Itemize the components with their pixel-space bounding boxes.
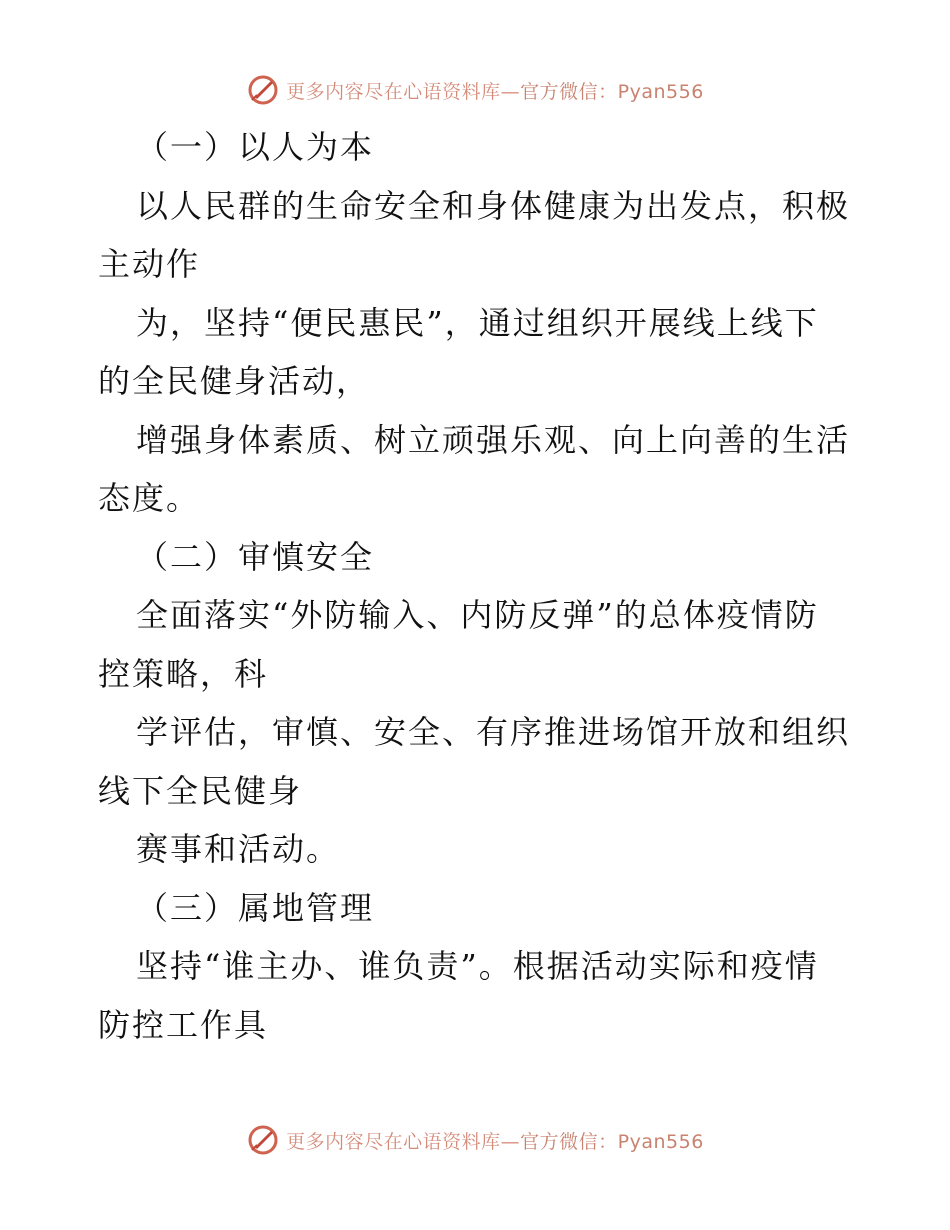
section-heading-1: （一）以人为本 [136, 128, 375, 166]
watermark-wechat-text: 官方微信：Pyan556 [520, 80, 704, 103]
paragraph-line: 以人民群的生命安全和身体健康为出发点，积极 [136, 186, 851, 225]
paragraph-line: 控策略，科 [98, 654, 269, 693]
watermark-site-text: 更多内容尽在心语资料库 [286, 1130, 501, 1153]
watermark-dash: — [500, 1130, 521, 1153]
footer-watermark [0, 1120, 950, 1160]
paragraph-line: 态度。 [98, 479, 201, 517]
watermark-dash: — [500, 80, 521, 103]
document-body [98, 118, 858, 1054]
paragraph-line: 为，坚持“便民惠民”，通过组织开展线上线下 [136, 303, 819, 342]
quill-seal-icon [246, 1123, 280, 1157]
paragraph-line: 坚持“谁主办、谁负责”。根据活动实际和疫情 [136, 947, 819, 985]
watermark-text [286, 1127, 704, 1154]
paragraph-line: 学评估，审慎、安全、有序推进场馆开放和组织 [136, 713, 851, 751]
paragraph-line: 全面落实“外防输入、内防反弹”的总体疫情防 [136, 596, 819, 634]
header-watermark [0, 70, 950, 110]
paragraph-line: 线下全民健身 [98, 771, 303, 810]
paragraph-line: 增强身体素质、树立顽强乐观、向上向善的生活 [136, 420, 851, 459]
paragraph-line: 主动作 [98, 245, 201, 283]
quill-seal-icon [246, 73, 280, 107]
watermark-site-text: 更多内容尽在心语资料库 [286, 80, 501, 103]
paragraph-line: 的全民健身活动， [98, 362, 371, 400]
watermark-text [286, 77, 704, 104]
paragraph-line: 防控工作具 [98, 1005, 269, 1044]
section-heading-3: （三）属地管理 [136, 888, 375, 927]
section-heading-2: （二）审慎安全 [136, 537, 375, 576]
watermark-wechat-text: 官方微信：Pyan556 [520, 1130, 704, 1153]
paragraph-line: 赛事和活动。 [136, 830, 341, 868]
